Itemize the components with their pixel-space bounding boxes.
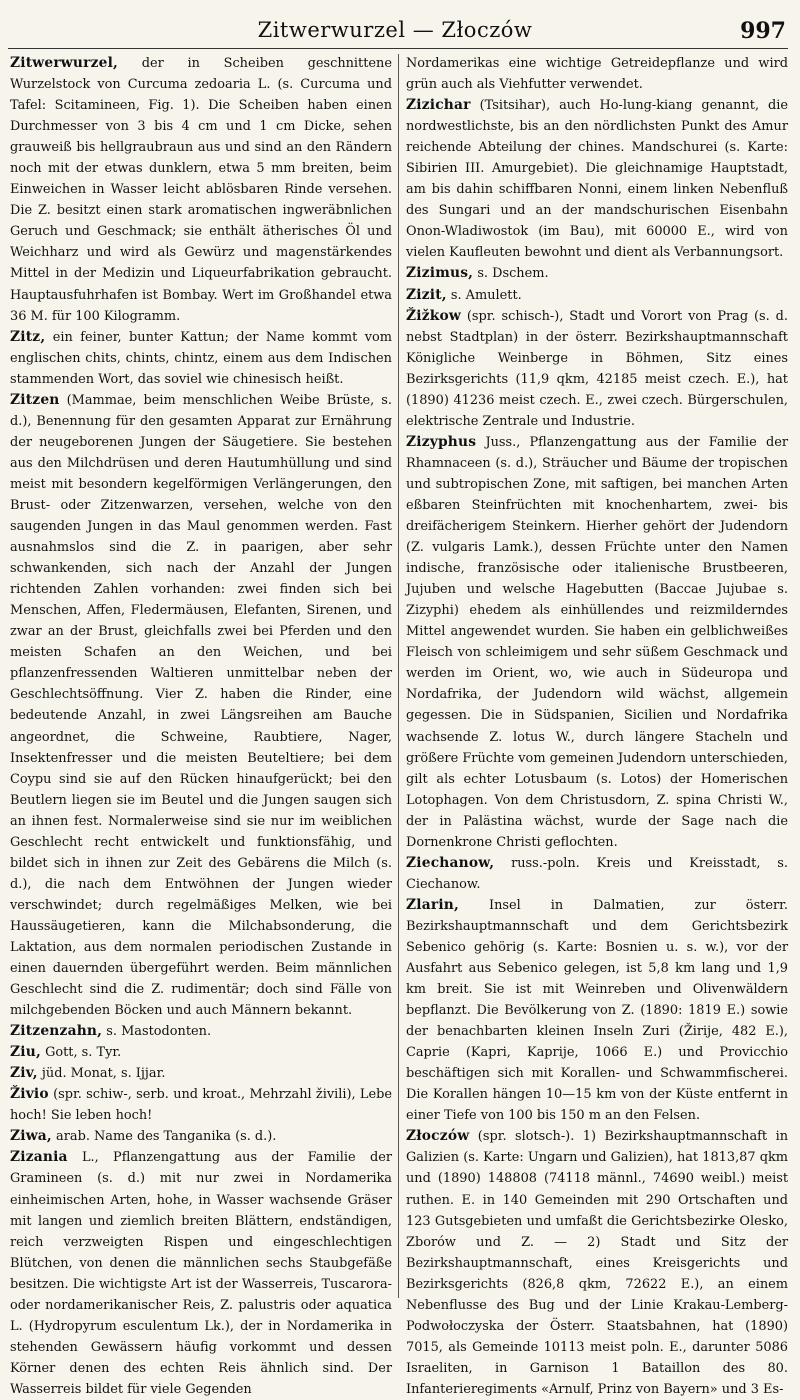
dictionary-entry xyxy=(10,390,392,1021)
entry-headword: Złoczów xyxy=(406,1128,470,1145)
dictionary-entry xyxy=(406,1126,788,1400)
entry-text: russ.-poln. Kreis und Kreisstadt, s. Ciechanow. xyxy=(406,855,788,892)
entry-headword: Zitzen xyxy=(10,391,60,408)
entry-text: s. Amulett. xyxy=(450,287,522,303)
entry-headword: Ziu, xyxy=(10,1044,41,1061)
header-rule xyxy=(8,48,788,49)
page-header xyxy=(0,0,800,46)
entry-headword: Ziwa, xyxy=(10,1128,52,1145)
entry-text: Nordamerikas eine wichtige Getreidepflanze und wird grün auch als Viehfutter verwendet. xyxy=(406,56,788,93)
entry-text: s. Dschem. xyxy=(477,266,549,282)
entry-headword: Zizyphus xyxy=(406,433,477,450)
dictionary-entry xyxy=(10,1021,392,1042)
running-title: Zitwerwurzel — Złoczów xyxy=(257,18,533,42)
entry-headword: Ziechanow, xyxy=(406,854,495,871)
dictionary-entry xyxy=(406,95,788,263)
dictionary-entry xyxy=(10,1042,392,1063)
dictionary-entry xyxy=(10,327,392,390)
entry-headword: Ziv, xyxy=(10,1065,38,1082)
dictionary-entry xyxy=(406,306,788,432)
column-divider xyxy=(398,54,399,1298)
entry-headword: Živio xyxy=(10,1086,49,1103)
entry-headword: Zizit, xyxy=(406,286,447,303)
entry-text: (spr. schiw-, serb. und kroat., Mehrzahl živili), Lebe hoch! Sie leben hoch! xyxy=(10,1087,392,1124)
dictionary-entry xyxy=(406,853,788,895)
entry-text: (spr. slotsch-). 1) Bezirkshauptmannschaft in Galizien (s. Karte: Ungarn und Galizien), hat 1813,87 qkm und (1890) 148808 (74118 männl., 74690 weibl.) meist ruthen. E. in 140 Gemeinden mit 290 Ortschaften und 123 Gutsgebieten und umfaßt die Gerichtsbezirke Olesko, Zborów und Z. — 2) Stadt und Sitz der Bezirkshauptmannschaft, eines Kreisgerichts und Bezirksgerichts (826,8 qkm, 72622 E.), an einem Nebenflusse des Bug und der Linie Krakau-Lemberg-Podwołoczyska der Österr. Staatsbahnen, hat (1890) 7015, als Gemeinde 10113 meist poln. E., darunter 5086 Israeliten, in Garnison 1 Bataillon des 80. Infanterieregiments «Arnulf, Prinz von Bayern» und 3 Es- xyxy=(406,1129,788,1397)
entry-text: Insel in Dalmatien, zur österr. Bezirkshauptmannschaft und dem Gerichtsbezirk Sebenico gehörig (s. Karte: Bosnien u. s. w.), vor der Ausfahrt aus Sebenico gelegen, ist 5,8 km lang und 1,9 km breit. Sie ist mit Weinreben und Olivenwäldern bepflanzt. Die Bevölkerung von Z. (1890: 1819 E.) sowie der benachbarten kleinen Inseln Zuri (Žirije, 482 E.), Caprie (Kapri, Kaprije, 1066 E.) und Provicchio beschäftigen sich mit Korallen- und Schwammfischerei. Die Korallen hängen 10—15 km von der Küste entfernt in einer Tiefe von 100 bis 150 m an den Felsen. xyxy=(406,897,788,1124)
entry-headword: Zizania xyxy=(10,1149,68,1166)
entry-text: jüd. Monat, s. Ijjar. xyxy=(41,1066,166,1082)
entry-headword: Žižkow xyxy=(406,307,461,324)
entry-text: (Mammae, beim menschlichen Weibe Brüste, s. d.), Benennung für den gesamten Apparat zur Ernährung der neugeborenen Jungen der Säugetiere. Sie bestehen aus den Milchdrüsen und deren Hautumhüllung und sind meist mit besondern kegelförmigen Verlängerungen, den Brust- oder Zitzenwarzen, versehen, welche von den saugenden Jungen in das Maul genommen werden. Fast ausnahmslos sind die Z. in paarigen, aber sehr schwankenden, sich nach der Anzahl der Jungen richtenden Zahlen vorhanden: zwei finden sich bei Menschen, Affen, Fledermäusen, Elefanten, Sirenen, und zwar an der Brust, gleichfalls zwei bei Pferden und den meisten Schafen an den Weichen, und bei pflanzenfressenden Waltieren unmittelbar neben der Geschlechtsöffnung. Vier Z. haben die Rinder, eine bedeutende Anzahl, in zwei Längsreihen am Bauche angeordnet, die Schweine, Raubtiere, Nager, Insektenfresser und die meisten Beuteltiere; bei dem Coypu sind sie auf den Rücken hinaufgerückt; bei den Beutlern liegen sie im Beutel und die Jungen saugen sich an ihnen fest. Normalerweise sind sie nur im weiblichen Geschlecht recht entwickelt und funktionsfähig, und bildet sich in ihnen zur Zeit des Gebärens die Milch (s. d.), die nach dem Entwöhnen der Jungen wieder verschwindet; durch regelmäßiges Melken, wie bei Haussäugetieren, kann die Milchabsonderung, die Laktation, aus dem normalen periodischen Zustande in einen dauernden übergeführt werden. Beim männlichen Geschlecht sind die Z. rudimentär; doch sind Fälle von milchgebenden Böcken und auch Männern bekannt. xyxy=(10,392,392,1019)
entry-headword: Zizimus, xyxy=(406,265,474,282)
dictionary-entry xyxy=(406,285,788,306)
entry-text: (Tsitsihar), auch Ho-lung-kiang genannt, die nordwestlichste, bis an den nördlichsten Punkt des Amur reichende Abteilung der chines. Mandschurei (s. Karte: Sibirien III. Amurgebiet). Die gleichnamige Hauptstadt, am bis dahin schiffbaren Nonni, einem linken Nebenfluß des Sungari und an der mandschurischen Eisenbahn Onon-Wladiwostok (im Bau), mit 60000 E., wird von vielen Kaufleuten bewohnt und dient als Verbannungsort. xyxy=(406,98,788,261)
entry-headword: Zizichar xyxy=(406,97,471,114)
dictionary-entry xyxy=(10,1084,392,1126)
dictionary-entry xyxy=(10,1126,392,1147)
dictionary-entry xyxy=(406,53,788,95)
left-column xyxy=(10,53,392,1397)
entry-headword: Zitwerwurzel, xyxy=(10,55,119,71)
entry-text: Gott, s. Tyr. xyxy=(45,1045,122,1061)
right-column xyxy=(406,53,788,1397)
page-number: 997 xyxy=(740,18,786,44)
entry-text: s. Mastodonten. xyxy=(106,1024,212,1040)
entry-text: L., Pflanzengattung aus der Familie der Gramineen (s. d.) mit nur zwei in Nordamerika einheimischen Arten, hohe, in Wasser wachsende Gräser mit langen und ziemlich breiten Blättern, endständigen, reich verzweigten Rispen und eingeschlechtigen Blütchen, von denen die männlichen sechs Staubgefäße besitzen. Die wichtigste Art ist der Wasserreis, Tuscarora- oder nordamerikanischer Reis, Z. palustris oder aquatica L. (Hydropyrum esculentum Lk.), der in Nordamerika in stehenden Gewässern häufig vorkommt und dessen Körner denen des echten Reis ähnlich sind. Der Wasserreis bildet für viele Gegenden xyxy=(10,1150,392,1397)
entry-headword: Zlarin, xyxy=(406,896,459,913)
dictionary-entry xyxy=(406,263,788,284)
entry-text: Juss., Pflanzengattung aus der Familie der Rhamnaceen (s. d.), Sträucher und Bäume der tropischen und subtropischen Zone, mit saftigen, bei manchen Arten eßbaren Steinfrüchten mit knochenhartem, zwei- bis dreifächerigem Steinkern. Hierher gehört der Judendorn (Z. vulgaris Lamk.), dessen Früchte unter den Namen indische, französische oder italienische Brustbeeren, Jujuben und welsche Hagebutten (Baccae Jujubae s. Zizyphi) ehedem als einhüllendes und reizmilderndes Mittel angewendet wurden. Sie haben ein gelblichweißes Fleisch von schleimigem und sehr süßem Geschmack und werden im Orient, wo, wie auch in Südeuropa und Nordafrika, der Judendorn wild wächst, allgemein gegessen. Die in Südspanien, Sicilien und Nordafrika wachsende Z. lotus W., durch längere Stacheln und größere Früchte vom gemeinen Judendorn unterschieden, gilt als echter Lotusbaum (s. Lotos) der Homerischen Lotophagen. Von dem Christusdorn, Z. spina Christi W., der in Palästina wächst, wurde der Sage nach die Dornenkrone Christi geflochten. xyxy=(406,434,788,850)
entry-headword: Zitzenzahn, xyxy=(10,1023,103,1040)
entry-text: arab. Name des Tanganika (s. d.). xyxy=(56,1129,277,1145)
dictionary-entry xyxy=(10,1147,392,1400)
dictionary-entry xyxy=(406,432,788,853)
dictionary-entry xyxy=(10,53,392,327)
entry-text: ein feiner, bunter Kattun; der Name kommt vom englischen chits, chints, chintz, einem aus dem Indischen stammenden Wort, das soviel wie chinesisch heißt. xyxy=(10,329,392,387)
entry-headword: Zitz, xyxy=(10,328,46,345)
entry-text: der in Scheiben geschnittene Wurzelstock von Curcuma zedoaria L. (s. Curcuma und Tafel: Scitamineen, Fig. 1). Die Scheiben haben einen Durchmesser von 3 bis 4 cm und 1 cm Dicke, sehen grauweiß bis hellgraubraun aus und sind an den Rändern noch mit der etwas dunklern, etwa 5 mm breiten, beim Einweichen in Wasser leicht ablösbaren Rinde versehen. Die Z. besitzt einen stark aromatischen ingweräbnlichen Geruch und Geschmack; sie enthält ätherisches Öl und Weichharz und wird als Gewürz und magenstärkendes Mittel in der Medizin und Liqueurfabrikation gebraucht. Hauptausfuhrhafen ist Bombay. Wert im Großhandel etwa 36 M. für 100 Kilogramm. xyxy=(10,56,392,324)
dictionary-entry xyxy=(10,1063,392,1084)
entry-text: (spr. schisch-), Stadt und Vorort von Prag (s. d. nebst Stadtplan) in der österr. Bezirkshauptmannschaft Königliche Weinberge in Böhmen, Sitz eines Bezirksgerichts (11,9 qkm, 42185 meist czech. E.), hat (1890) 41236 meist czech. E., zwei czech. Bürgerschulen, elektrische Zentrale und Industrie. xyxy=(406,308,788,429)
dictionary-entry xyxy=(406,895,788,1127)
